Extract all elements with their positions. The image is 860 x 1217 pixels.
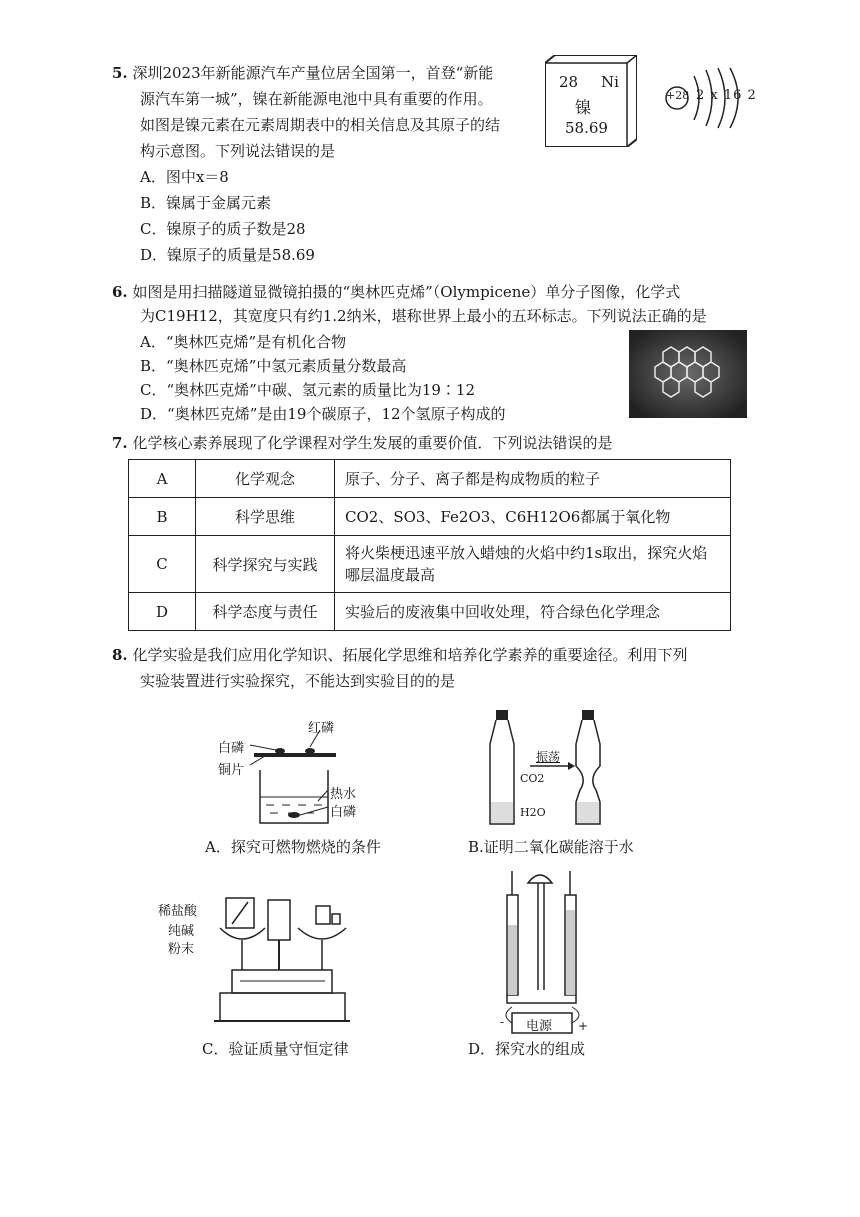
label-h2o: H2O bbox=[520, 806, 546, 819]
label-red-phosphorus: 红磷 bbox=[308, 721, 335, 736]
label-white-phosphorus-bottom: 白磷 bbox=[330, 805, 357, 820]
label-positive: + bbox=[578, 1019, 589, 1033]
q5-line-3: 如图是镍元素在元素周期表中的相关信息及其原子的结 bbox=[140, 116, 501, 134]
q8-line-2: 实验装置进行实验探究，不能达到实验目的的是 bbox=[140, 672, 456, 690]
q7-number: 7. bbox=[112, 434, 128, 452]
q5-option-a: A．图中x＝8 bbox=[140, 168, 229, 186]
row-key: D bbox=[129, 593, 196, 631]
atomic-number: 28 bbox=[559, 73, 579, 91]
label-copper-sheet: 铜片 bbox=[218, 763, 245, 778]
element-name: 镍 bbox=[575, 98, 592, 117]
q6-option-c: C．“奥林匹克烯”中碳、氢元素的质量比为19∶12 bbox=[140, 381, 475, 399]
q7-stem bbox=[112, 432, 612, 454]
q8-text-1: 化学实验是我们应用化学知识、拓展化学思维和培养化学素养的重要途径。利用下列 bbox=[132, 646, 688, 664]
figure-b-co2-bottles bbox=[480, 706, 630, 831]
label-shake: 振荡 bbox=[536, 750, 561, 764]
q6-option-b: B．“奥林匹克烯”中氢元素质量分数最高 bbox=[140, 357, 407, 375]
q5-option-c: C．镍原子的质子数是28 bbox=[140, 220, 306, 238]
q8-number: 8. bbox=[112, 646, 128, 664]
q5-line-1 bbox=[112, 62, 493, 84]
figure-b-caption: B.证明二氧化碳能溶于水 bbox=[468, 838, 634, 856]
label-white-phosphorus-top: 白磷 bbox=[218, 741, 245, 756]
row-topic: 科学探究与实践 bbox=[196, 536, 335, 593]
row-text: 原子、分子、离子都是构成物质的粒子 bbox=[335, 460, 731, 498]
row-key: C bbox=[129, 536, 196, 593]
row-text: 将火柴梗迅速平放入蜡烛的火焰中约1s取出，探究火焰哪层温度最高 bbox=[335, 536, 731, 593]
atomic-mass: 58.69 bbox=[565, 119, 608, 137]
figure-d-electrolysis bbox=[490, 865, 605, 1035]
figure-d-caption: D．探究水的组成 bbox=[468, 1040, 586, 1058]
shell-electrons: 2 x 16 2 bbox=[696, 88, 757, 103]
q8-line-1 bbox=[112, 644, 687, 666]
row-topic: 科学态度与责任 bbox=[196, 593, 335, 631]
label-hot-water: 热水 bbox=[330, 787, 357, 802]
figure-a-caption: A．探究可燃物燃烧的条件 bbox=[205, 838, 381, 856]
label-soda: 纯碱 bbox=[168, 924, 195, 939]
label-powder: 粉末 bbox=[168, 942, 195, 957]
table-row bbox=[129, 498, 731, 536]
q5-option-b: B．镍属于金属元素 bbox=[140, 194, 272, 212]
row-topic: 化学观念 bbox=[196, 460, 335, 498]
element-symbol: Ni bbox=[601, 73, 619, 91]
table-row bbox=[129, 536, 731, 593]
olympicene-molecule-image bbox=[629, 330, 747, 418]
row-key: A bbox=[129, 460, 196, 498]
label-co2: CO2 bbox=[520, 772, 545, 785]
label-power-source: 电源 bbox=[526, 1019, 553, 1034]
q6-text-1: 如图是用扫描隧道显微镜拍摄的“奥林匹克烯”（Olympicene）单分子图像，化学式 bbox=[132, 283, 681, 301]
label-dilute-hcl: 稀盐酸 bbox=[158, 904, 198, 919]
figure-c-caption: C．验证质量守恒定律 bbox=[202, 1040, 349, 1058]
q5-option-d: D．镍原子的质量是58.69 bbox=[140, 246, 315, 264]
q5-line-4: 构示意图。下列说法错误的是 bbox=[140, 142, 336, 160]
q6-line-2: 为C19H12，其宽度只有约1.2纳米，堪称世界上最小的五环标志。下列说法正确的是 bbox=[140, 307, 707, 325]
q6-line-1 bbox=[112, 281, 680, 303]
figure-c-balance bbox=[150, 888, 385, 1028]
atom-structure-diagram bbox=[662, 62, 762, 134]
periodic-table-cell bbox=[545, 55, 637, 147]
q6-number: 6. bbox=[112, 283, 128, 301]
figure-a-combustion bbox=[210, 715, 380, 830]
table-row bbox=[129, 460, 731, 498]
q6-option-d: D．“奥林匹克烯”是由19个碳原子，12个氢原子构成的 bbox=[140, 405, 506, 423]
row-key: B bbox=[129, 498, 196, 536]
row-text: 实验后的废液集中回收处理，符合绿色化学理念 bbox=[335, 593, 731, 631]
q5-line-2: 源汽车第一城”，镍在新能源电池中具有重要的作用。 bbox=[140, 90, 493, 108]
q5-number: 5. bbox=[112, 64, 128, 82]
q7-stem-text: 化学核心素养展现了化学课程对学生发展的重要价值．下列说法错误的是 bbox=[132, 434, 613, 452]
row-topic: 科学思维 bbox=[196, 498, 335, 536]
row-text: CO2、SO3、Fe2O3、C6H12O6都属于氧化物 bbox=[335, 498, 731, 536]
q7-table bbox=[128, 459, 731, 631]
q5-text-1: 深圳2023年新能源汽车产量位居全国第一，首登“新能 bbox=[132, 64, 494, 82]
label-negative: - bbox=[500, 1015, 505, 1029]
nucleus-charge: +28 bbox=[666, 89, 690, 102]
table-row bbox=[129, 593, 731, 631]
q6-option-a: A．“奥林匹克烯”是有机化合物 bbox=[140, 333, 347, 351]
